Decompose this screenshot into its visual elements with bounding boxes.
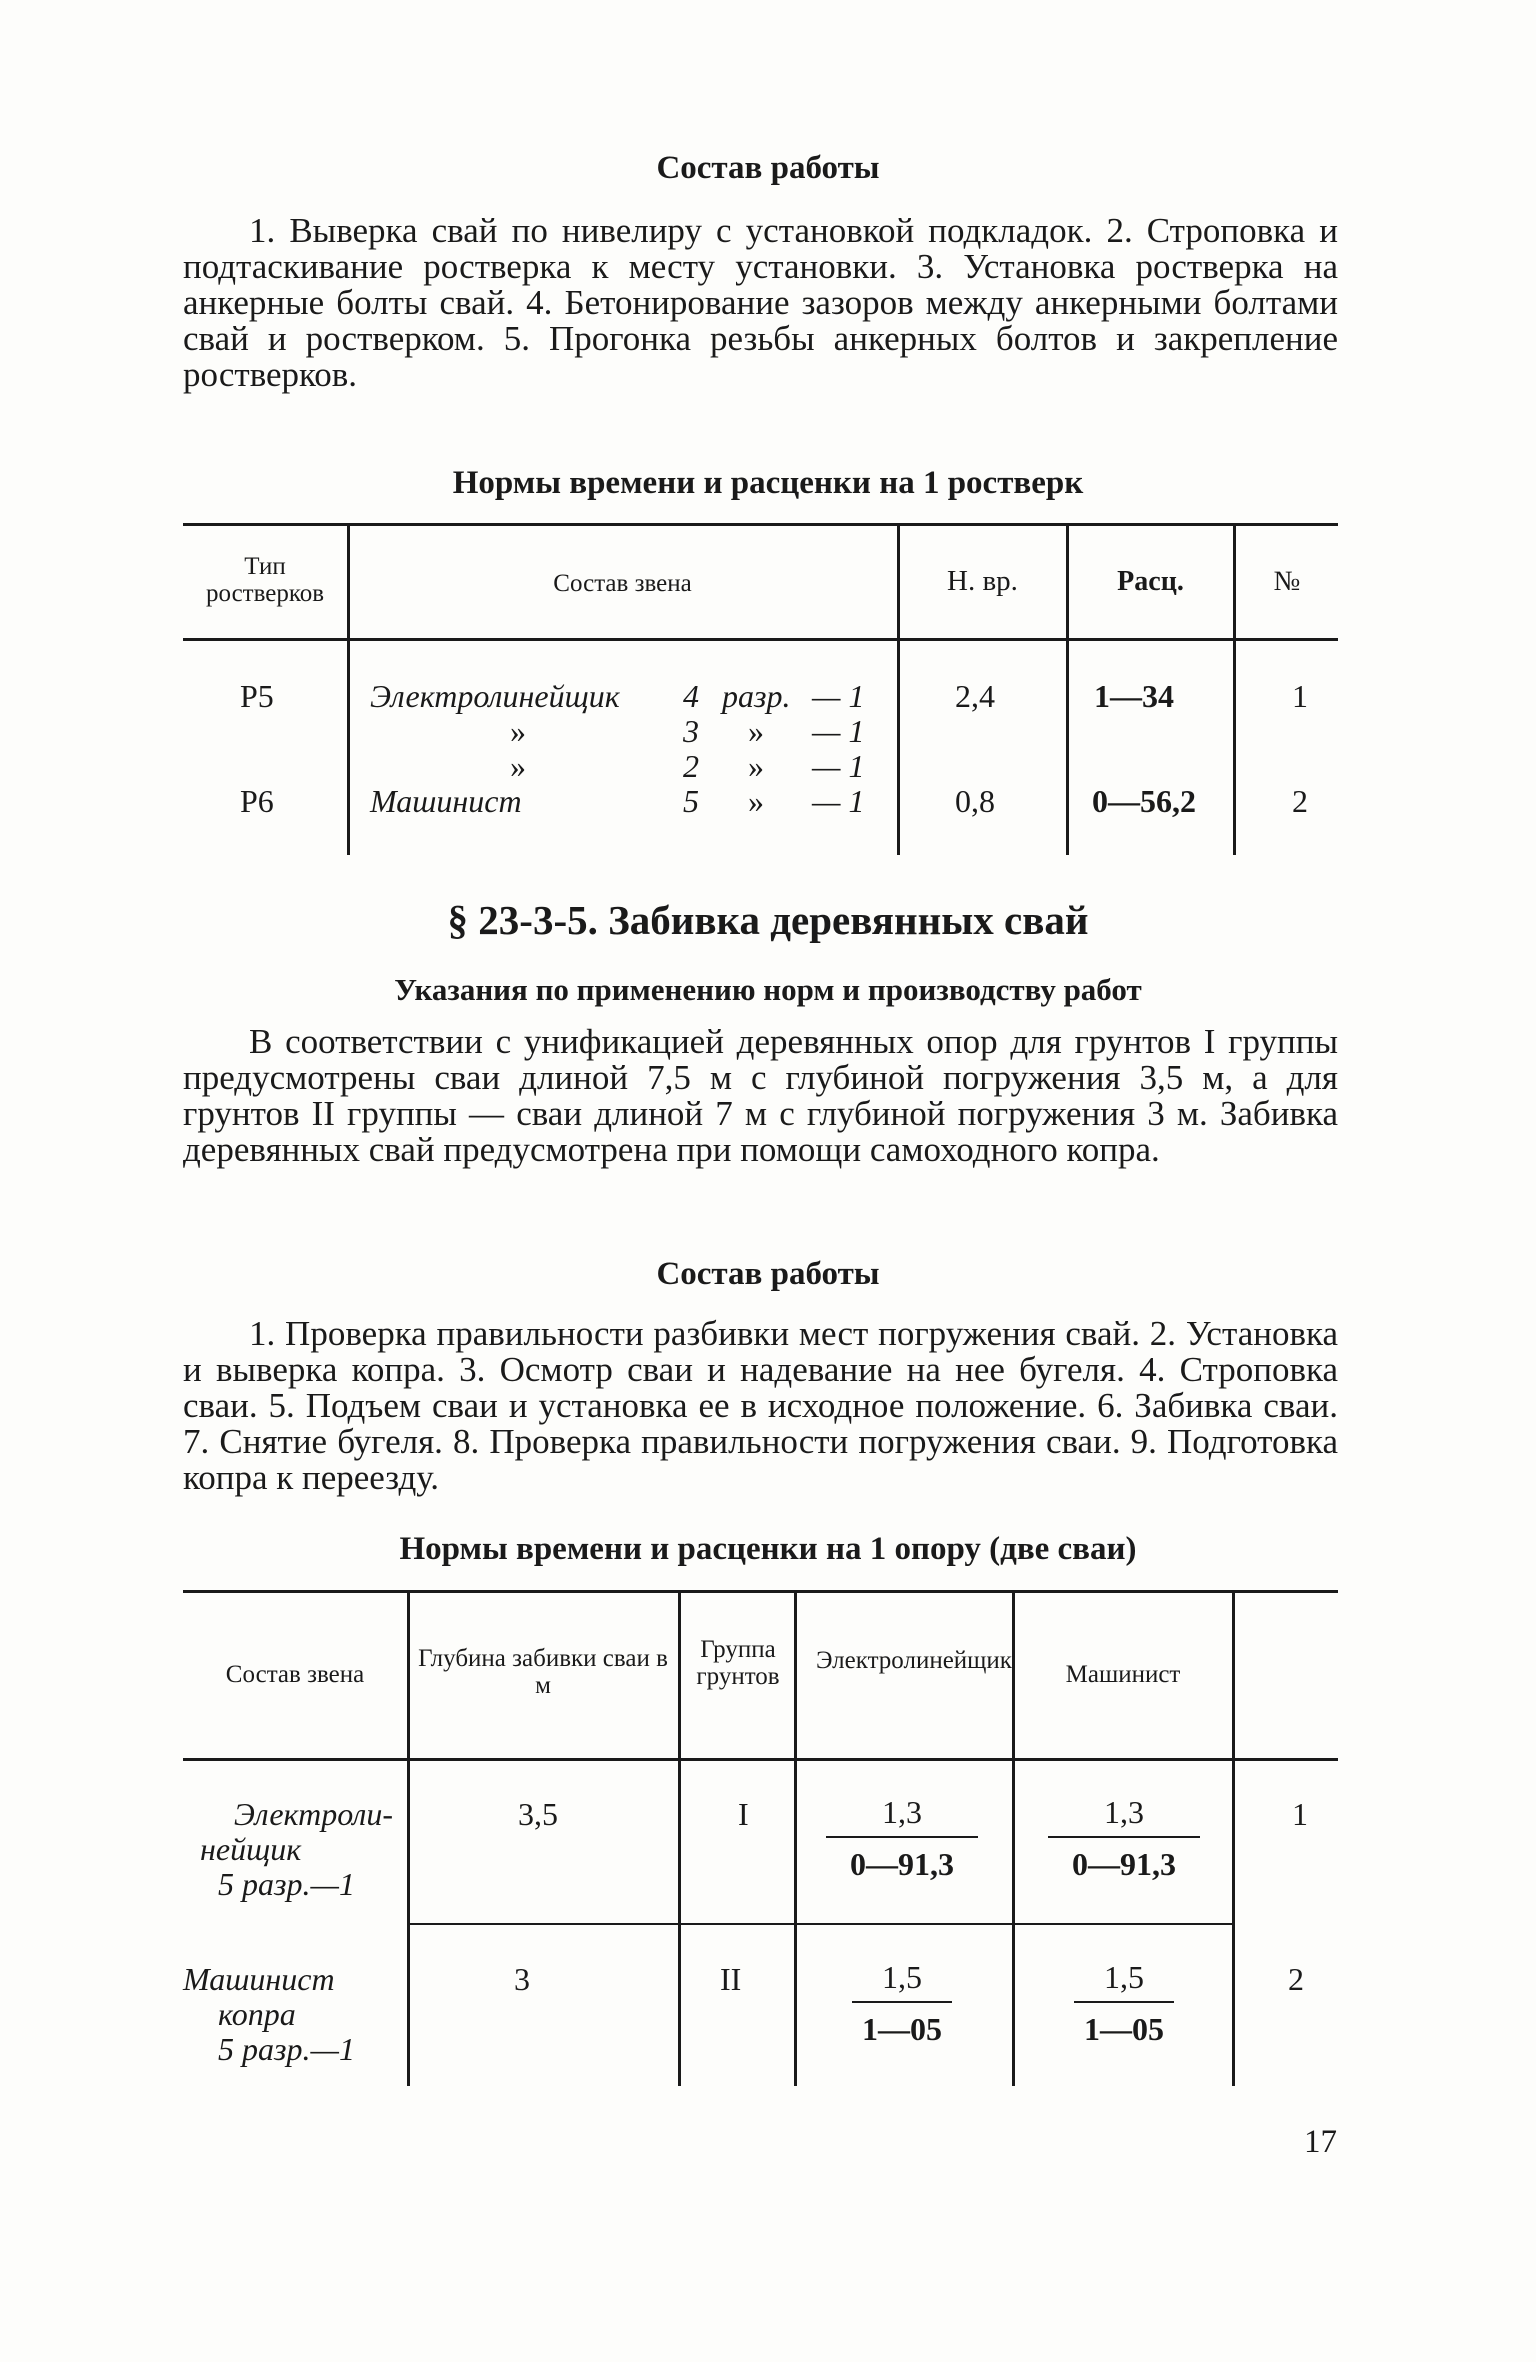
table1-row-norm: 0,8 — [955, 783, 995, 819]
rate-value: 0—91,3 — [1072, 1846, 1176, 1882]
table1-crew-count: — 1 — [812, 783, 865, 819]
table2-title: Нормы времени и расценки на 1 опору (две сваи) — [399, 1531, 1137, 1567]
table2-header-crew: Состав звена — [225, 1661, 365, 1688]
table2-row-num: 2 — [1288, 1961, 1304, 1997]
table1-header-crew: Состав звена — [553, 570, 692, 597]
norm-value: 1,3 — [882, 1794, 922, 1830]
rate-value: 1—05 — [862, 2011, 942, 2047]
table2-row-electric-value — [826, 1792, 978, 1884]
table1-row-type: Р5 — [240, 678, 274, 714]
table2-header-electric: Электролинейщик — [816, 1647, 1012, 1674]
rate-value: 0—91,3 — [850, 1846, 954, 1882]
table2-row-num: 1 — [1292, 1796, 1308, 1832]
table2-row-crew: 5 разр.—1 — [218, 2031, 355, 2067]
table2-row-crew: Машинист — [183, 1961, 335, 1997]
table1-row-num: 1 — [1292, 678, 1308, 714]
page-number: 17 — [1304, 2124, 1337, 2160]
table2-header-operator: Машинист — [1065, 1661, 1181, 1688]
table2-header-depth: Глубина забивки сваи в м — [418, 1645, 668, 1699]
table1-crew-unit: » — [748, 748, 764, 784]
section-title-work-composition-2: Состав работы — [656, 1256, 880, 1292]
table2-header-group: Группа грунтов — [696, 1636, 780, 1690]
table1-row-num: 2 — [1292, 783, 1308, 819]
table1-crew-count: — 1 — [812, 678, 865, 714]
work-composition-paragraph-2 — [183, 1316, 1338, 1496]
work-composition-text-2: 1. Проверка правильности разбивки мест погружения свай. 2. Установка и выверка копра. 3. Осмотр сваи и надевание на нее бугеля. 4. Строповка сваи. 5. Подъем сваи и установка ее в исходное положение. 6. Забивка сваи. 7. Снятие бугеля. 8. Проверка правильности погружения сваи. 9. Подготовка копра к переезду. — [183, 1314, 1338, 1497]
table2-row-electric-value — [852, 1957, 952, 2049]
norm-value: 1,5 — [1104, 1959, 1144, 1995]
table1-crew-grade: 2 — [683, 748, 699, 784]
table1-header-norm: Н. вр. — [947, 565, 1018, 597]
table2-row-crew: копра — [218, 1996, 296, 2032]
table2-row-group: I — [738, 1796, 749, 1832]
table2-row-operator-value — [1074, 1957, 1174, 2049]
table2-row-crew: 5 разр.—1 — [218, 1866, 355, 1902]
table1-crew-line: Машинист — [370, 783, 522, 819]
table2-row-depth: 3 — [514, 1961, 530, 1997]
instructions-text: В соответствии с унификацией деревянных опор для грунтов I группы предусмотрены сваи длиной 7,5 м с глубиной погружения 3,5 м, а для грунтов II группы — сваи длиной 7 м с глубиной погружения 3 м. Забивка деревянных свай предусмотрена при помощи самоходного копра. — [183, 1022, 1338, 1169]
table2-row-crew: Электроли- — [233, 1796, 393, 1832]
table1-header-num: № — [1273, 566, 1301, 597]
table1-crew-unit: » — [748, 783, 764, 819]
table1-crew-grade: 5 — [683, 783, 699, 819]
instructions-paragraph — [183, 1024, 1338, 1168]
table1-crew-grade: 3 — [683, 713, 699, 749]
table1-crew-line: » — [510, 713, 526, 749]
section-title-wooden-piles: § 23-3-5. Забивка деревянных свай — [447, 897, 1089, 943]
norm-value: 1,3 — [1104, 1794, 1144, 1830]
table1-crew-unit: » — [748, 713, 764, 749]
work-composition-paragraph — [183, 213, 1338, 393]
table1-crew-line: » — [510, 748, 526, 784]
norm-value: 1,5 — [882, 1959, 922, 1995]
table1-header-type: Тип ростверков — [205, 553, 325, 607]
table1-row-rate: 1—34 — [1094, 678, 1174, 714]
table1-row-type: Р6 — [240, 783, 274, 819]
table2-row-depth: 3,5 — [518, 1796, 558, 1832]
table2-row-crew: нейщик — [200, 1831, 302, 1867]
rate-value: 1—05 — [1084, 2011, 1164, 2047]
table2-row-operator-value — [1048, 1792, 1200, 1884]
table1-crew-count: — 1 — [812, 713, 865, 749]
table1-crew-count: — 1 — [812, 748, 865, 784]
table1-crew-grade: 4 — [683, 678, 699, 714]
work-composition-text: 1. Выверка свай по нивелиру с установкой подкладок. 2. Строповка и подтаскивание ростверка к месту установки. 3. Установка ростверка на анкерные болты свай. 4. Бетонирование зазоров между анкерными болтами свай и ростверком. 5. Прогонка резьбы анкерных болтов и закрепление ростверков. — [183, 211, 1338, 394]
table1-title: Нормы времени и расценки на 1 ростверк — [452, 465, 1084, 501]
table1-crew-unit: разр. — [722, 678, 791, 714]
table1-header-rate: Расц. — [1117, 566, 1184, 597]
table1-row-norm: 2,4 — [955, 678, 995, 714]
section-subtitle-instructions: Указания по применению норм и производству работ — [394, 972, 1142, 1007]
table1-row-rate: 0—56,2 — [1092, 783, 1196, 819]
section-title-work-composition: Состав работы — [656, 150, 880, 186]
table1-crew-line: Электролинейщик — [370, 678, 620, 714]
table2-row-group: II — [720, 1961, 742, 1997]
